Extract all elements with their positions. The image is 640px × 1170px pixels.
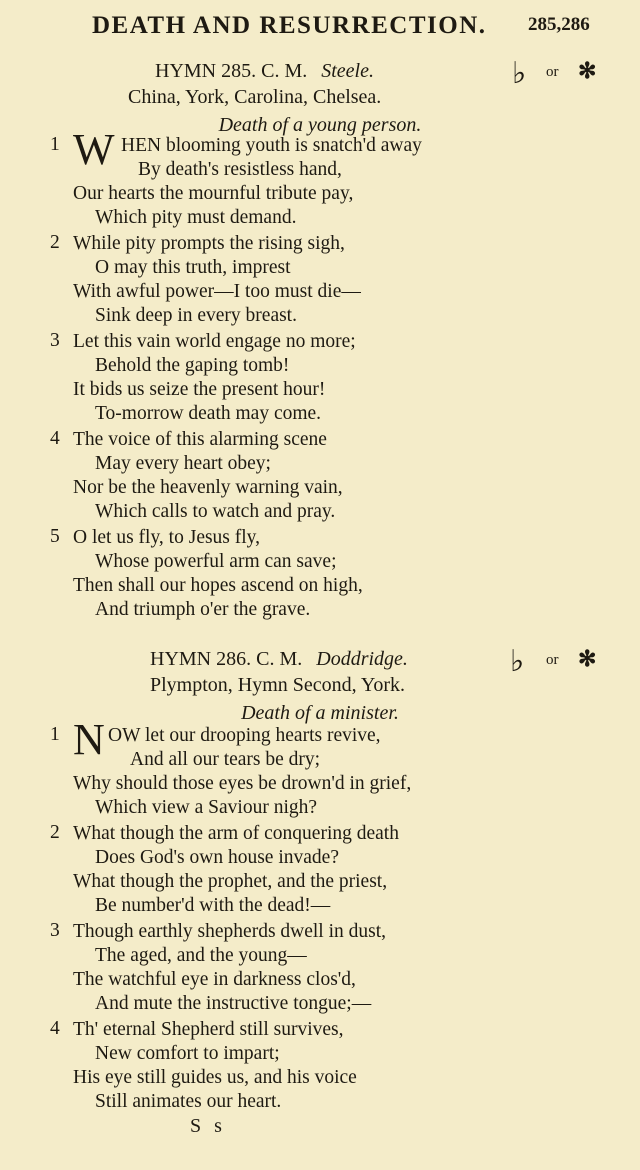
verse-line: Which pity must demand. bbox=[95, 207, 297, 228]
hymn-285-subject: Death of a young person. bbox=[218, 114, 422, 136]
verse-line: While pity prompts the rising sigh, bbox=[73, 233, 345, 254]
verse-line: OW let our drooping hearts revive, bbox=[108, 725, 381, 746]
verse-line: Though earthly shepherds dwell in dust, bbox=[73, 921, 387, 942]
verse-line: Our hearts the mournful tribute pay, bbox=[73, 183, 354, 204]
stanza-number: 2 bbox=[50, 822, 60, 843]
verse-line: It bids us seize the present hour! bbox=[73, 379, 326, 400]
hymn-286-author: Doddridge. bbox=[316, 648, 408, 670]
hymn-285-tunes: China, York, Carolina, Chelsea. bbox=[128, 86, 382, 108]
verse-line: Whose powerful arm can save; bbox=[95, 551, 337, 572]
verse-line: What though the prophet, and the priest, bbox=[73, 871, 388, 892]
hymn-285-heading-line bbox=[155, 60, 374, 83]
verse-line: New comfort to impart; bbox=[95, 1043, 280, 1064]
hymn-285-heading: HYMN 285. C. M. bbox=[155, 60, 308, 82]
verse-line: What though the arm of conquering death bbox=[73, 823, 399, 844]
verse-line: Sink deep in every breast. bbox=[95, 305, 297, 326]
hymn-286-subject: Death of a minister. bbox=[241, 702, 399, 724]
verse-line: Th' eternal Shepherd still survives, bbox=[73, 1019, 344, 1040]
verse-line: To-morrow death may come. bbox=[95, 403, 322, 424]
verse-line: O may this truth, imprest bbox=[95, 257, 291, 278]
drop-cap: W bbox=[73, 125, 115, 174]
verse-line: His eye still guides us, and his voice bbox=[73, 1067, 357, 1088]
flat-key-icon: ♭ bbox=[512, 57, 527, 90]
stanza-number: 4 bbox=[50, 428, 60, 449]
verse-line: HEN blooming youth is snatch'd away bbox=[121, 135, 422, 156]
running-head bbox=[0, 6, 640, 40]
verse-line: Then shall our hopes ascend on high, bbox=[73, 575, 363, 596]
alt-key-icon: ✻ bbox=[578, 646, 597, 671]
verse-line: The watchful eye in darkness clos'd, bbox=[73, 969, 356, 990]
verse-line: Which calls to watch and pray. bbox=[95, 501, 336, 522]
drop-cap: N bbox=[73, 715, 105, 764]
printer-signature-mark: S s bbox=[190, 1115, 226, 1137]
verse-line: Why should those eyes be drown'd in grief, bbox=[73, 773, 412, 794]
stanza-number: 1 bbox=[50, 724, 60, 745]
verse-line: Which view a Saviour nigh? bbox=[95, 797, 318, 818]
flat-key-icon: ♭ bbox=[510, 645, 525, 678]
verse-line: The voice of this alarming scene bbox=[73, 429, 327, 450]
hymn-286-heading-line bbox=[150, 648, 408, 671]
hymn-286-tunes: Plympton, Hymn Second, York. bbox=[150, 674, 406, 696]
verse-line: Nor be the heavenly warning vain, bbox=[73, 477, 343, 498]
verse-line: O let us fly, to Jesus fly, bbox=[73, 527, 261, 548]
verse-line: And all our tears be dry; bbox=[130, 749, 321, 770]
verse-line: And mute the instructive tongue;— bbox=[95, 993, 372, 1014]
stanza-number: 3 bbox=[50, 330, 60, 351]
key-or-label: or bbox=[546, 652, 559, 668]
hymn-286-heading: HYMN 286. C. M. bbox=[150, 648, 303, 670]
verse-line: With awful power—I too must die— bbox=[73, 281, 361, 302]
verse-line: The aged, and the young— bbox=[95, 945, 307, 966]
stanza-number: 2 bbox=[50, 232, 60, 253]
hymn-285-author: Steele. bbox=[321, 60, 374, 82]
verse-line: And triumph o'er the grave. bbox=[95, 599, 311, 620]
stanza-number: 5 bbox=[50, 526, 60, 547]
verse-line: Does God's own house invade? bbox=[95, 847, 339, 868]
page-numbers: 285,286 bbox=[528, 14, 590, 35]
stanza-number: 4 bbox=[50, 1018, 60, 1039]
stanza-number: 1 bbox=[50, 134, 60, 155]
alt-key-icon: ✻ bbox=[578, 58, 597, 83]
verse-line: Be number'd with the dead!— bbox=[95, 895, 331, 916]
verse-line: Let this vain world engage no more; bbox=[73, 331, 356, 352]
verse-line: Still animates our heart. bbox=[95, 1091, 282, 1112]
verse-line: May every heart obey; bbox=[95, 453, 271, 474]
stanza-number: 3 bbox=[50, 920, 60, 941]
verse-line: By death's resistless hand, bbox=[138, 159, 342, 180]
running-head-title: DEATH AND RESURRECTION. bbox=[92, 12, 487, 39]
verse-line: Behold the gaping tomb! bbox=[95, 355, 290, 376]
key-or-label: or bbox=[546, 64, 559, 80]
